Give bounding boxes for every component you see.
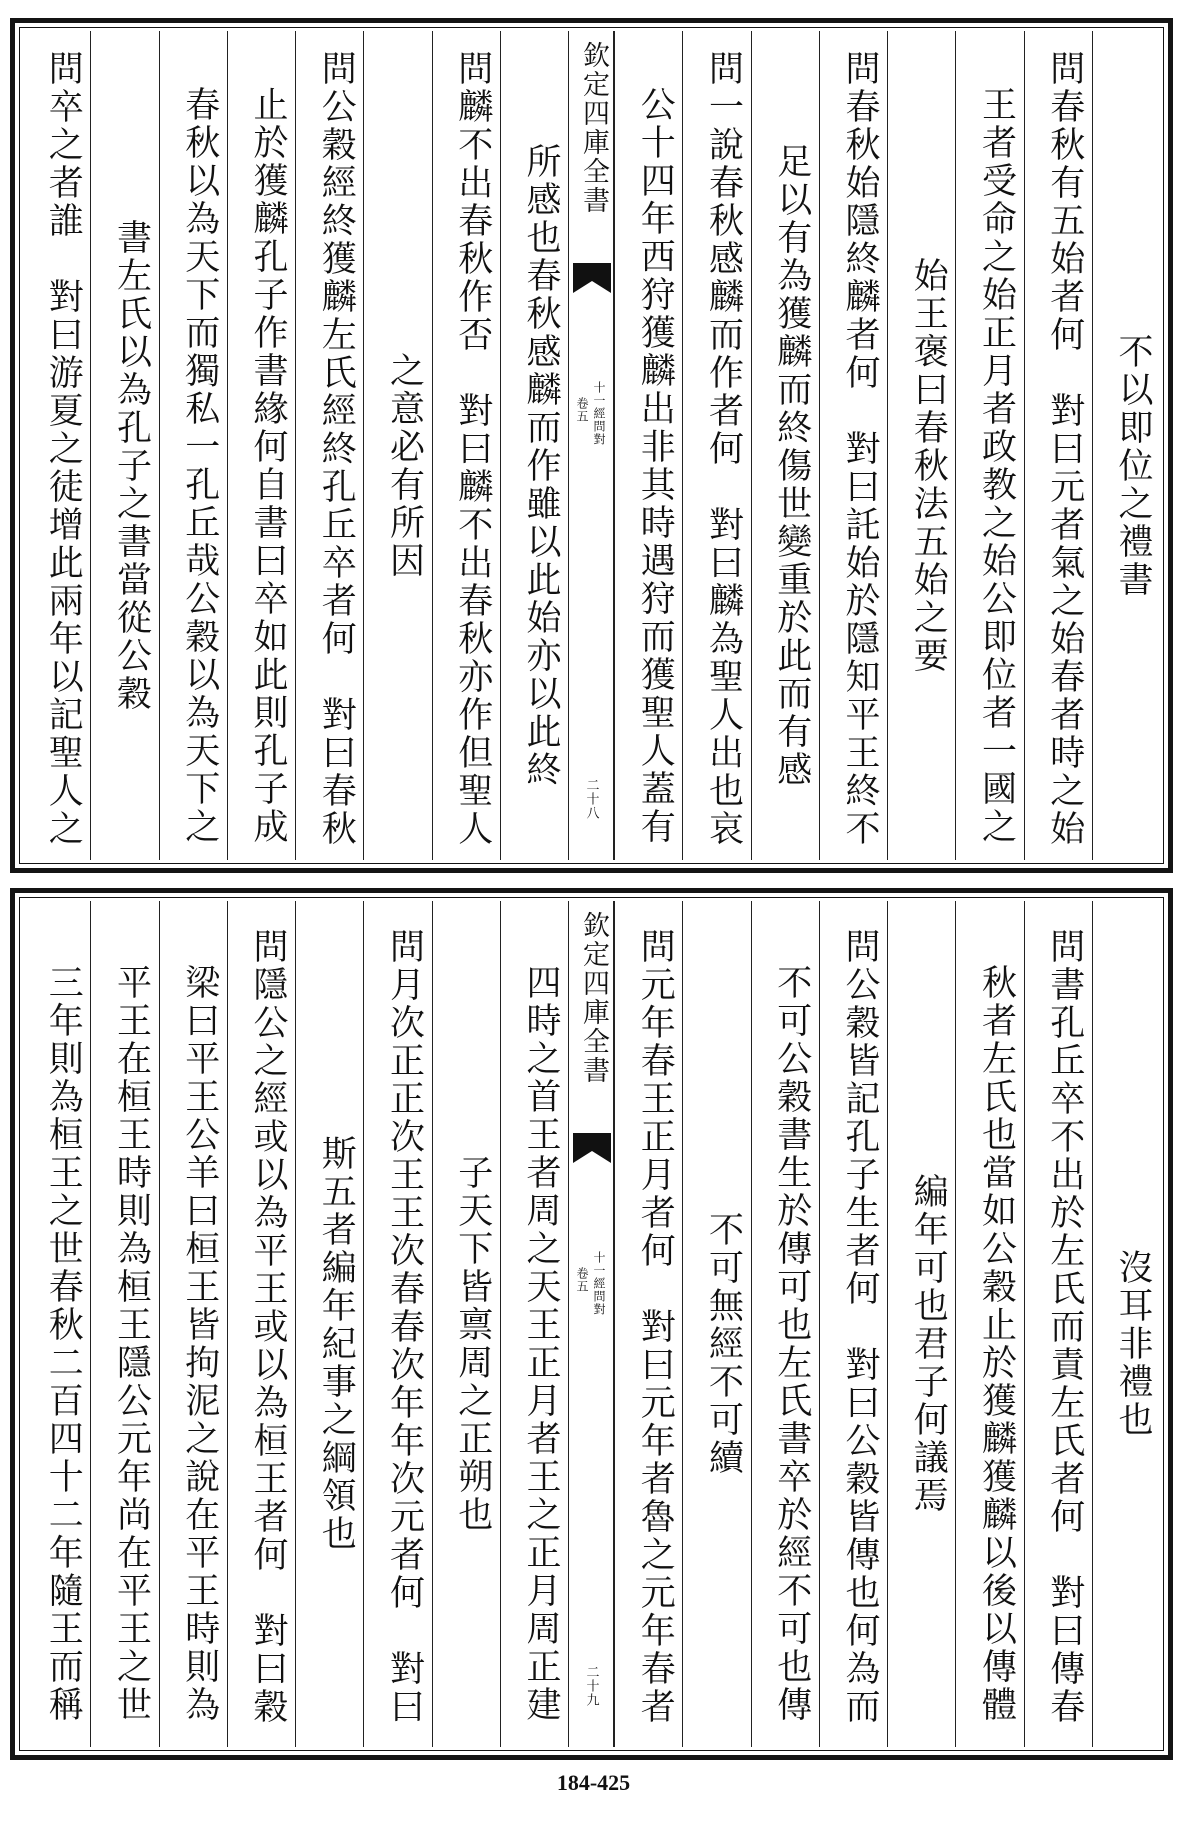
text-column [90, 901, 158, 1747]
gutter-work-title: 十一經問對 [592, 1251, 606, 1316]
text-column [295, 901, 363, 1747]
column-text: 問公穀經終獲麟左氏經終孔丘卒者何 對曰春秋 [316, 49, 357, 848]
page-number: 184-425 [556, 1770, 631, 1795]
text-column [159, 901, 227, 1747]
text-column [227, 31, 295, 860]
gutter-book-title: 欽定四庫全書 [578, 911, 609, 1085]
text-column [955, 31, 1023, 860]
gutter-book-title: 欽定四庫全書 [578, 41, 609, 215]
column-text: 斯五者編年紀事之綱領也 [316, 1135, 357, 1553]
text-column [500, 31, 568, 860]
text-column [887, 901, 955, 1747]
text-column [432, 901, 500, 1747]
gutter-volume-label: 卷五 [575, 397, 589, 423]
text-column [614, 901, 682, 1747]
text-column [1024, 901, 1092, 1747]
column-text: 書左氏以為孔子之書當從公穀 [111, 218, 152, 713]
column-text: 平王在桓王時則為桓王隱公元年尚在平王之世 [111, 964, 152, 1724]
gutter-volume-label: 卷五 [575, 1267, 589, 1293]
column-text: 足以有為獲麟而終傷世變重於此而有感 [771, 142, 812, 789]
text-column [751, 901, 819, 1747]
upper-page-columns [23, 31, 1160, 860]
column-text: 問隱公之經或以為平王或以為桓王者何 對曰穀 [248, 928, 288, 1726]
column-text: 不可無經不可續 [703, 1211, 744, 1477]
text-column [1024, 31, 1092, 860]
column-text: 梁曰平王公羊曰桓王皆拘泥之說在平王時則為 [179, 964, 220, 1724]
text-column [751, 31, 819, 860]
lower-page [10, 888, 1173, 1760]
column-text: 公十四年西狩獲麟出非其時遇狩而獲聖人蓋有 [635, 85, 676, 846]
column-text: 所感也春秋感麟而作雖以此始亦以此終 [521, 142, 561, 789]
column-text: 問麟不出春秋作否 對曰麟不出春秋亦作但聖人 [452, 49, 493, 848]
column-text: 問月次正正次王王次春春次年年次元者何 對曰 [384, 928, 425, 1726]
text-column [887, 31, 955, 860]
gutter-folio-number: 二十八 [583, 778, 599, 820]
column-text: 問卒之者誰 對曰游夏之徒增此兩年以記聖人之 [43, 49, 84, 848]
column-text: 秋者左氏也當如公穀止於獲麟獲麟以後以傳體 [976, 964, 1017, 1724]
text-column [90, 31, 158, 860]
column-text: 編年可也君子何議焉 [908, 1173, 949, 1515]
column-text: 沒耳非禮也 [1113, 1249, 1153, 1439]
text-column [955, 901, 1023, 1747]
column-text: 三年則為桓王之世春秋二百四十二年隨王而稱 [43, 964, 84, 1724]
gutter-work-title: 十一經問對 [592, 381, 606, 446]
text-column [23, 31, 90, 860]
center-fold-gutter [568, 901, 614, 1747]
text-column [159, 31, 227, 860]
text-column [1092, 31, 1160, 860]
text-column [614, 31, 682, 860]
text-column [819, 31, 887, 860]
text-column [295, 31, 363, 860]
column-text: 不可公穀書生於傳可也左氏書卒於經不可也傳 [771, 964, 812, 1724]
text-column [682, 31, 750, 860]
column-text: 四時之首王者周之天王正月者王之正月周正建 [521, 964, 561, 1724]
text-column [363, 901, 431, 1747]
column-text: 問書孔丘卒不出於左氏而責左氏者何 對曰傳春 [1044, 928, 1085, 1726]
text-column [819, 901, 887, 1747]
text-column [363, 31, 431, 860]
text-column [227, 901, 295, 1747]
column-text: 問春秋始隱終麟者何 對曰託始於隱知平王終不 [840, 49, 880, 848]
column-text: 問元年春王正月者何 對曰元年者魯之元年春者 [635, 928, 676, 1726]
column-text: 之意必有所因 [384, 351, 425, 580]
fishtail-mark-icon [573, 1133, 611, 1163]
text-column [682, 901, 750, 1747]
column-text: 止於獲麟孔子作書緣何自書曰卒如此則孔子成 [248, 85, 288, 846]
text-column [1092, 901, 1160, 1747]
center-fold-gutter [568, 31, 614, 860]
text-column [23, 901, 90, 1747]
upper-page [10, 18, 1173, 873]
column-text: 子天下皆禀周之正朔也 [452, 1154, 493, 1534]
column-text: 不以即位之禮書 [1113, 332, 1153, 599]
column-text: 始王褒曰春秋法五始之要 [908, 256, 949, 675]
column-text: 春秋以為天下而獨私一孔丘哉公穀以為天下之 [179, 85, 220, 846]
gutter-folio-number: 二十九 [583, 1665, 599, 1707]
column-text: 問一說春秋感麟而作者何 對曰麟為聖人出也哀 [703, 49, 744, 848]
column-text: 王者受命之始正月者政教之始公即位者一國之 [976, 85, 1017, 846]
text-column [432, 31, 500, 860]
column-text: 問春秋有五始者何 對曰元者氣之始春者時之始 [1044, 49, 1085, 848]
lower-page-columns [23, 901, 1160, 1747]
column-text: 問公穀皆記孔子生者何 對曰公穀皆傳也何為而 [840, 928, 880, 1726]
fishtail-mark-icon [573, 263, 611, 293]
text-column [500, 901, 568, 1747]
